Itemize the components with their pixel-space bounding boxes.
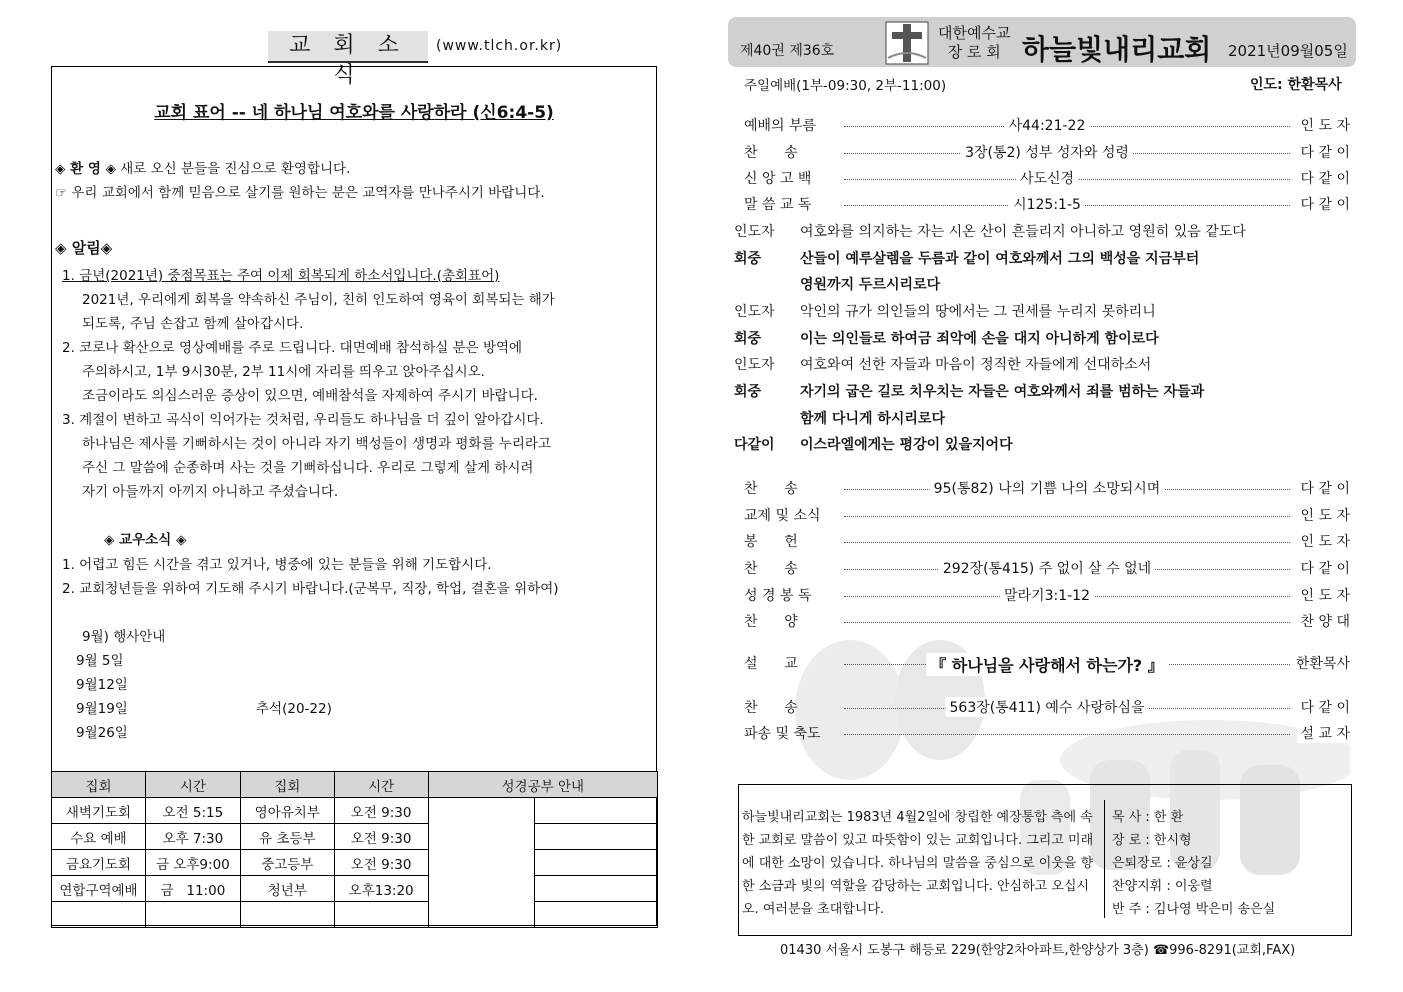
- table-cell: 오후 7:30: [145, 824, 240, 850]
- cross-logo-icon: [884, 20, 930, 66]
- order-label: 찬 송: [744, 561, 798, 577]
- dotted-leader: [844, 542, 1290, 543]
- worship-order-item: [744, 723, 1350, 743]
- table-cell: 연합구역예배: [52, 876, 146, 902]
- bible-study-cell: [535, 824, 658, 850]
- event-date: 9월12일: [76, 677, 128, 693]
- worship-order-item: [744, 505, 1350, 525]
- worship-order-item: [744, 142, 1350, 162]
- event-note: 추석(20-22): [256, 701, 332, 717]
- worship-order-item: [744, 531, 1350, 551]
- order-leader: 다 같 이: [1297, 558, 1350, 578]
- staff-item: 장 로 : 한시형: [1112, 833, 1192, 848]
- member-news-2: 2. 교회청년들을 위하여 기도해 주시기 바랍니다.(군복무, 직장, 학업, 결혼을 위하여): [62, 581, 559, 597]
- notice-3: 3. 계절이 변하고 곡식이 익어가는 것처럼, 우리들도 하나님을 더 깊이 알아갑시다.: [62, 412, 544, 428]
- table-cell: 오후13:20: [334, 876, 428, 902]
- reading-speaker: 인도자: [734, 224, 775, 240]
- order-leader: 인 도 자: [1297, 505, 1350, 525]
- order-detail: 사44:21-22: [1005, 115, 1090, 135]
- column-header: 시간: [334, 772, 428, 798]
- table-cell: 영아유치부: [240, 798, 334, 824]
- notice-2-body: 주의하시고, 1부 9시30분, 2부 11시에 자리를 띄우고 앉아주십시오.: [82, 364, 485, 380]
- order-detail: 95(통82) 나의 기쁨 나의 소망되시며: [930, 478, 1165, 498]
- reading-speaker: 인도자: [734, 357, 775, 373]
- website-url[interactable]: (www.tlch.or.kr): [436, 38, 563, 54]
- worship-order-item: [744, 653, 1350, 673]
- dotted-leader: [844, 622, 1290, 623]
- worship-order-item: [744, 558, 1350, 578]
- member-news-heading: ◈ 교우소식 ◈: [104, 532, 187, 548]
- table-cell: [334, 902, 428, 928]
- notice-1: 1. 금년(2021년) 중점목표는 주여 이제 회복되게 하소서입니다.(총회표어): [62, 268, 500, 284]
- table-cell: 유 초등부: [240, 824, 334, 850]
- reading-text: 함께 다니게 하시리로다: [800, 411, 945, 427]
- table-cell: [52, 902, 146, 928]
- welcome-text: 새로 오신 분들을 진심으로 환영합니다.: [115, 161, 351, 177]
- staff-item: 목 사 : 한 환: [1112, 810, 1184, 825]
- church-motto: 교회 표어 -- 네 하나님 여호와를 사랑하라 (신6:4-5): [154, 103, 554, 123]
- reading-speaker: 회중: [734, 384, 762, 400]
- reading-text: 여호와를 의지하는 자는 시온 산이 흔들리지 아니하고 영원히 있음 같도다: [800, 224, 1246, 240]
- bible-study-cell: [535, 902, 658, 928]
- order-leader: 찬 양 대: [1297, 611, 1350, 631]
- notice-3-body: 자기 아들까지 아끼지 아니하고 주셨습니다.: [82, 484, 339, 500]
- order-leader: 다 같 이: [1297, 142, 1350, 162]
- table-cell: 금 11:00: [145, 876, 240, 902]
- notice-3-body: 하나님은 제사를 기뻐하시는 것이 아니라 자기 백성들이 생명과 평화를 누리라고: [82, 436, 551, 452]
- order-detail: 『 하나님을 사랑해서 하는가? 』: [926, 653, 1168, 676]
- church-name: 하늘빛내리교회: [1022, 33, 1212, 66]
- order-label: 설 교: [744, 656, 798, 672]
- table-row: [52, 850, 658, 876]
- notice-1-body: 되도록, 주님 손잡고 함께 살아갑시다.: [82, 316, 304, 332]
- bulletin-date: 2021년09월05일: [1228, 42, 1348, 60]
- denomination: [938, 24, 1010, 62]
- service-leader: 인도: 한환목사: [1250, 77, 1342, 93]
- table-cell: 오전 9:30: [334, 824, 428, 850]
- order-label: 성 경 봉 독: [744, 588, 812, 604]
- staff-item: 반 주 : 김나영 박은미 송은실: [1112, 902, 1276, 917]
- table-cell: 오전 9:30: [334, 798, 428, 824]
- events-heading: 9월) 행사안내: [82, 629, 166, 645]
- church-introduction: 하늘빛내리교회는 1983년 4월2일에 창립한 예장통합 측에 속한 교회로 말씀이 있고 따뜻함이 있는 교회입니다. 그리고 미래에 대한 소망이 있습니다. 하나님의 말씀을 중심으로 이웃을 향한 소금과 빛의 역할을 감당하는 교회입니다. 안심하고 오십시오. 여러분을 초대합니다.: [742, 810, 1094, 917]
- order-label: 말 씀 교 독: [744, 197, 812, 213]
- reading-speaker: 인도자: [734, 304, 775, 320]
- worship-order-item: [744, 194, 1350, 214]
- table-row: [52, 798, 658, 824]
- worship-order-item: [744, 115, 1350, 135]
- order-leader: 설 교 자: [1297, 723, 1350, 743]
- church-address: 01430 서울시 도봉구 해등로 229(한양2차아파트,한양상가 3층) ☎996-8291(교회,FAX): [780, 943, 1296, 958]
- order-leader: 다 같 이: [1297, 697, 1350, 717]
- table-cell: 오전 5:15: [145, 798, 240, 824]
- order-leader: 인 도 자: [1297, 585, 1350, 605]
- order-leader: 다 같 이: [1297, 194, 1350, 214]
- bible-study-cell: [535, 876, 658, 902]
- meeting-schedule-table: [51, 771, 658, 928]
- table-cell: [145, 902, 240, 928]
- order-detail: 292장(통415) 주 없이 살 수 없네: [939, 558, 1155, 578]
- column-header: 성경공부 안내: [428, 772, 657, 798]
- worship-order-item: [744, 168, 1350, 188]
- order-leader: 한환목사: [1292, 653, 1350, 673]
- reading-text: 자기의 굽은 길로 치우치는 자들은 여호와께서 죄를 범하는 자들과: [800, 384, 1205, 400]
- reading-text: 영원까지 두르시리로다: [800, 277, 941, 293]
- table-row: [52, 876, 658, 902]
- order-label: 예배의 부름: [744, 118, 817, 134]
- reading-text: 악인의 규가 의인들의 땅에서는 그 권세를 누리지 못하리니: [800, 304, 1156, 320]
- order-leader: 인 도 자: [1297, 531, 1350, 551]
- order-label: 교제 및 소식: [744, 508, 821, 524]
- table-cell: 청년부: [240, 876, 334, 902]
- order-detail: 563장(통411) 예수 사랑하심을: [946, 697, 1149, 717]
- denomination-line: 대한예수교: [938, 24, 1011, 42]
- order-detail: 시125:1-5: [1009, 194, 1085, 214]
- order-detail: 말라기3:1-12: [1000, 585, 1094, 605]
- service-time: 주일예배(1부-09:30, 2부-11:00): [744, 78, 947, 94]
- event-date: 9월19일: [76, 701, 128, 717]
- order-leader: 인 도 자: [1297, 115, 1350, 135]
- table-row: [52, 824, 658, 850]
- table-row: [52, 902, 658, 928]
- worship-order-item: [744, 697, 1350, 717]
- order-leader: 다 같 이: [1297, 168, 1350, 188]
- order-label: 찬 양: [744, 614, 798, 630]
- bible-study-cell: [428, 798, 535, 928]
- table-cell: 중고등부: [240, 850, 334, 876]
- column-header: 집회: [52, 772, 146, 798]
- worship-order-item: [744, 611, 1350, 631]
- table-cell: 오전 9:30: [334, 850, 428, 876]
- table-cell: 새벽기도회: [52, 798, 146, 824]
- order-label: 신 앙 고 백: [744, 171, 812, 187]
- order-detail: 사도신경: [1016, 168, 1078, 188]
- table-cell: 금요기도회: [52, 850, 146, 876]
- event-date: 9월26일: [76, 725, 128, 741]
- welcome-line-2: ☞ 우리 교회에서 함께 믿음으로 살기를 원하는 분은 교역자를 만나주시기 바랍니다.: [55, 185, 545, 201]
- order-detail: 3장(통2) 성부 성자와 성령: [961, 142, 1133, 162]
- notice-1-body: 2021년, 우리에게 회복을 약속하신 주님이, 친히 인도하여 영육이 회복되는 해가: [82, 292, 555, 308]
- dotted-leader: [844, 516, 1290, 517]
- reading-speaker: 회중: [734, 331, 762, 347]
- welcome-line: [55, 157, 350, 177]
- order-leader: 다 같 이: [1297, 478, 1350, 498]
- reading-speaker: 회중: [734, 251, 762, 267]
- reading-text: 산들이 예루살렘을 두름과 같이 여호와께서 그의 백성을 지금부터: [800, 251, 1200, 267]
- notice-heading: ◈ 알림◈: [55, 239, 113, 257]
- info-divider: [1104, 800, 1105, 918]
- denomination-line: 장 로 회: [947, 43, 1001, 61]
- staff-item: 은퇴장로 : 윤상길: [1112, 856, 1213, 871]
- notice-2: 2. 코로나 확산으로 영상예배를 주로 드립니다. 대면예배 참석하실 분은 방역에: [62, 340, 523, 356]
- column-header: 집회: [240, 772, 334, 798]
- reading-text: 이는 의인들로 하여금 죄악에 손을 대지 아니하게 함이로다: [800, 331, 1159, 347]
- column-header: 시간: [145, 772, 240, 798]
- bible-study-cell: [535, 850, 658, 876]
- order-label: 찬 송: [744, 145, 798, 161]
- table-cell: 수요 예배: [52, 824, 146, 850]
- notice-2-body: 조금이라도 의심스러운 증상이 있으면, 예배참석을 자제하여 주시기 바랍니다.: [82, 388, 538, 404]
- member-news-1: 1. 어렵고 힘든 시간을 겪고 있거나, 병중에 있는 분들을 위해 기도합시다.: [62, 557, 492, 573]
- worship-order-item: [744, 585, 1350, 605]
- order-label: 봉 헌: [744, 534, 798, 550]
- notice-3-body: 주신 그 말씀에 순종하며 사는 것을 기뻐하십니다. 우리로 그렇게 살게 하시려: [82, 460, 534, 476]
- reading-text: 이스라엘에게는 평강이 있을지어다: [800, 437, 1013, 453]
- worship-order-item: [744, 478, 1350, 498]
- welcome-heading: ◈ 환 영 ◈: [55, 161, 116, 177]
- order-label: 찬 송: [744, 481, 798, 497]
- reading-speaker: 다같이: [734, 437, 775, 453]
- order-label: 찬 송: [744, 700, 798, 716]
- dotted-leader: [844, 734, 1290, 735]
- table-cell: 금 오후9:00: [145, 850, 240, 876]
- volume-number: 제40권 제36호: [740, 43, 835, 59]
- news-title: 교 회 소 식: [268, 31, 428, 63]
- reading-text: 여호와여 선한 자들과 마음이 정직한 자들에게 선대하소서: [800, 357, 1152, 373]
- staff-item: 찬양지휘 : 이웅렬: [1112, 879, 1213, 894]
- event-date: 9월 5일: [76, 653, 124, 669]
- table-cell: [240, 902, 334, 928]
- order-label: 파송 및 축도: [744, 726, 821, 742]
- bible-study-cell: [535, 798, 658, 824]
- table-header-row: [52, 772, 658, 798]
